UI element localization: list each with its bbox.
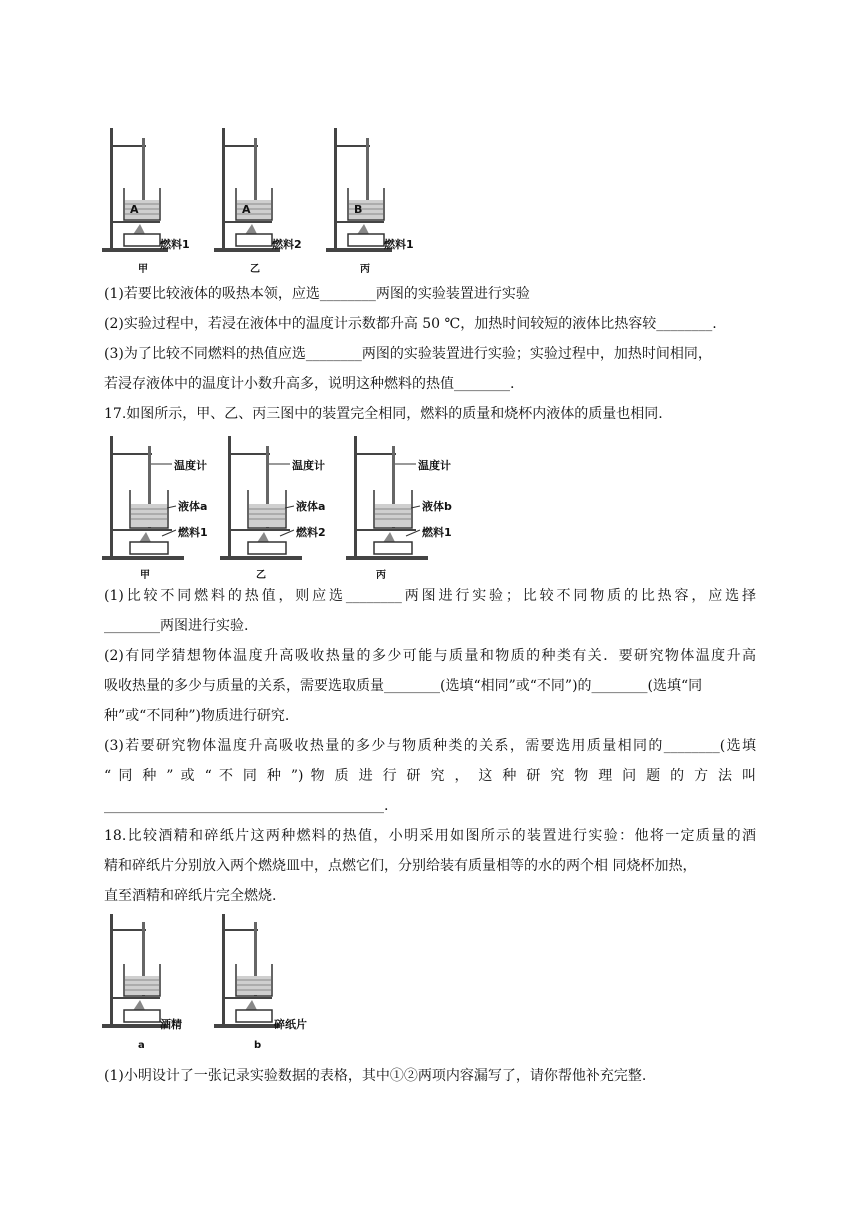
figure-apparatus-set-2 [102, 432, 462, 578]
fuel-label-jia: 燃料1 [178, 526, 208, 539]
caption-jia: 甲 [140, 570, 150, 581]
q16-part3-line1: (3)为了比较不同燃料的热值应选________两图的实验装置进行实验；实验过程中，加热时间相同， [104, 346, 712, 362]
thermometer-label-bing: 温度计 [418, 459, 451, 472]
fuel-label-a: 酒精 [160, 1018, 182, 1031]
thermometer-label-yi: 温度计 [292, 459, 325, 472]
q18-stem-line3: 直至酒精和碎纸片完全燃烧. [104, 888, 277, 904]
q17-part3-line3: ________________________________________. [104, 798, 389, 814]
q16-part3-line2: 若浸存液体中的温度计小数升高多，说明这种燃料的热值________. [104, 376, 515, 392]
q18-stem-line1: 18.比较酒精和碎纸片这两种燃料的热值，小明采用如图所示的装置进行实验：他将一定质量的酒 [104, 828, 756, 844]
figure-apparatus-set-1 [102, 126, 422, 272]
caption-b: b [254, 1040, 262, 1051]
fuel-label-yi: 燃料2 [272, 238, 302, 251]
caption-bing: 丙 [376, 570, 386, 581]
liquid-label-yi: A [242, 203, 251, 216]
liquid-label-bing: B [354, 203, 363, 216]
caption-yi: 乙 [256, 570, 266, 581]
liquid-label-jia: A [130, 203, 139, 216]
liquid-label-bing: 液体b [422, 500, 452, 513]
q17-part1-line2: ________两图进行实验. [104, 618, 249, 634]
fuel-label-bing: 燃料1 [384, 238, 414, 251]
q17-part2-line3: 种”或“不同种”)物质进行研究. [104, 708, 290, 724]
q17-part2-line1: (2)有同学猜想物体温度升高吸收热量的多少可能与质量和物质的种类有关．要研究物体温度升高 [104, 648, 756, 664]
q18-part1: (1)小明设计了一张记录实验数据的表格，其中①②两项内容漏写了，请你帮他补充完整. [104, 1068, 647, 1084]
caption-a: a [138, 1040, 145, 1051]
caption-yi: 乙 [250, 264, 260, 275]
fuel-label-bing: 燃料1 [422, 526, 452, 539]
fuel-label-b: 碎纸片 [274, 1018, 307, 1031]
fuel-label-yi: 燃料2 [296, 526, 326, 539]
q17-part2-line2: 吸收热量的多少与质量的关系，需要选取质量________(选填“相同”或“不同”)的________(选填“同 [104, 678, 703, 694]
q17-part3-line1: (3)若要研究物体温度升高吸收热量的多少与物质种类的关系，需要选用质量相同的________(选填 [104, 738, 756, 754]
q18-stem-line2: 精和碎纸片分别放入两个燃烧皿中，点燃它们，分别给装有质量相等的水的两个相 同烧杯加热， [104, 858, 697, 874]
liquid-label-jia: 液体a [178, 500, 208, 513]
fuel-label-jia: 燃料1 [160, 238, 190, 251]
q17-part1-line1: (1)比较不同燃料的热值，则应选________两图进行实验；比较不同物质的比热容，应选择 [104, 588, 756, 604]
q17-part3-line2: “ 同 种 ” 或 “ 不 同 种 ”) 物 质 进 行 研 究 ， 这 种 研 究 物 理 问 题 的 方 法 叫 [104, 768, 756, 784]
thermometer-label-jia: 温度计 [174, 459, 207, 472]
caption-bing: 丙 [360, 264, 370, 275]
caption-jia: 甲 [138, 264, 148, 275]
q16-part2: (2)实验过程中，若浸在液体中的温度计示数都升高 50 ℃，加热时间较短的液体比热容较________. [104, 316, 717, 332]
q17-stem: 17.如图所示，甲、乙、丙三图中的装置完全相同，燃料的质量和烧杯内液体的质量也相同. [104, 406, 663, 422]
liquid-label-yi: 液体a [296, 500, 326, 513]
q16-part1: (1)若要比较液体的吸热本领，应选________两图的实验装置进行实验 [104, 286, 530, 302]
